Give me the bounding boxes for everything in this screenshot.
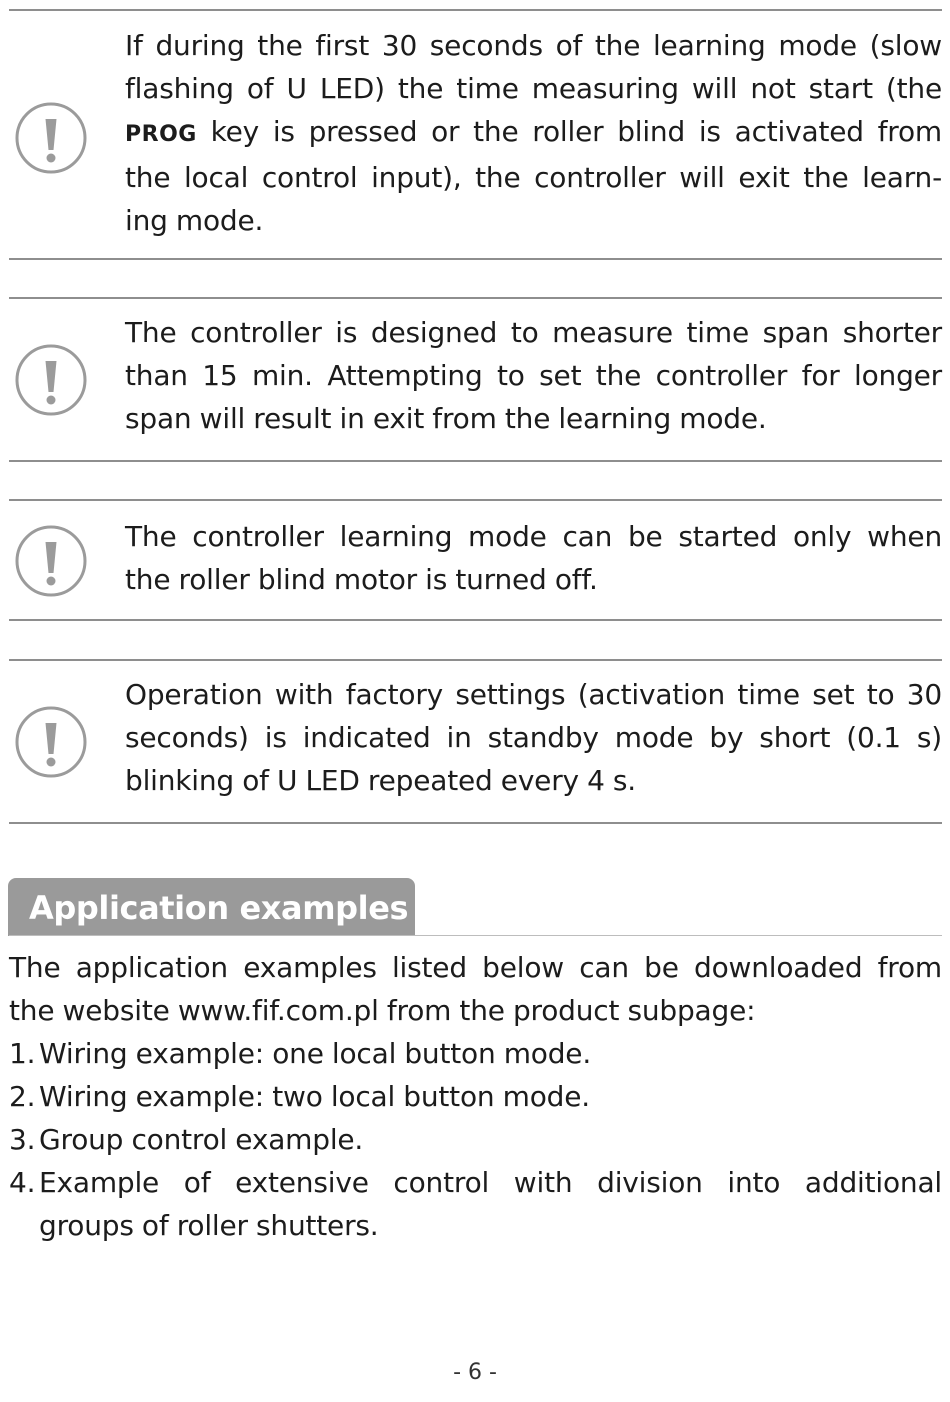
notice-line: span will result in exit from the learning mode. [125,402,767,435]
list-item-text: Wiring example: one local button mode. [39,1037,592,1070]
notice-line: the local control input), the controller will exit the learn- [125,161,942,194]
notice-line: The controller is designed to measure time span shorter [125,316,942,349]
list-item-number: 2. [9,1080,36,1113]
exclamation-circle-icon [14,705,88,779]
notice-text [125,673,942,802]
list-item [9,1118,942,1161]
section-intro [9,946,942,1032]
list-item [9,1075,942,1118]
intro-line: the website www.fif.com.pl from the product subpage: [9,994,756,1027]
notice-text [125,24,942,242]
list-item [9,1161,942,1247]
list-item-number: 3. [9,1123,36,1156]
notice-line: If during the first 30 seconds of the learning mode (slow [125,29,942,62]
list-item-text: Example of extensive control with division into additional [39,1166,942,1199]
notice-line: seconds) is indicated in standby mode by short (0.1 s) [125,721,942,754]
notice-line: ing mode. [125,204,264,237]
notice-factory-settings [9,659,942,824]
section-divider [9,935,942,936]
list-item-text: Group control example. [39,1123,364,1156]
notice-text [125,515,942,601]
exclamation-circle-icon [14,101,88,175]
section-heading-application-examples: Application examples [8,878,415,936]
notice-motor-off [9,499,942,621]
notice-learning-timeout [9,9,942,260]
notice-line: Operation with factory settings (activation time set to 30 [125,678,942,711]
page-number: - 6 - [453,1360,497,1385]
notice-line-rest: key is pressed or the roller blind is activated from [196,115,942,148]
notice-line: The controller learning mode can be started only when [125,520,942,553]
notice-line: flashing of U LED) the time measuring will not start (the [125,72,942,105]
list-item-number: 4. [9,1166,36,1199]
notice-line: the roller blind motor is turned off. [125,563,598,596]
list-item-text: Wiring example: two local button mode. [39,1080,590,1113]
notice-line [125,110,942,156]
intro-line: The application examples listed below can be downloaded from [9,951,942,984]
list-item-text: groups of roller shutters. [39,1209,379,1242]
notice-text [125,311,942,440]
exclamation-circle-icon [14,343,88,417]
prog-key-label: PROG [125,122,197,147]
list-item [9,1032,942,1075]
application-examples-list [9,1032,942,1247]
list-item-number: 1. [9,1037,36,1070]
notice-time-span-limit [9,297,942,462]
exclamation-circle-icon [14,524,88,598]
notice-line: than 15 min. Attempting to set the controller for longer [125,359,942,392]
notice-line: blinking of U LED repeated every 4 s. [125,764,636,797]
